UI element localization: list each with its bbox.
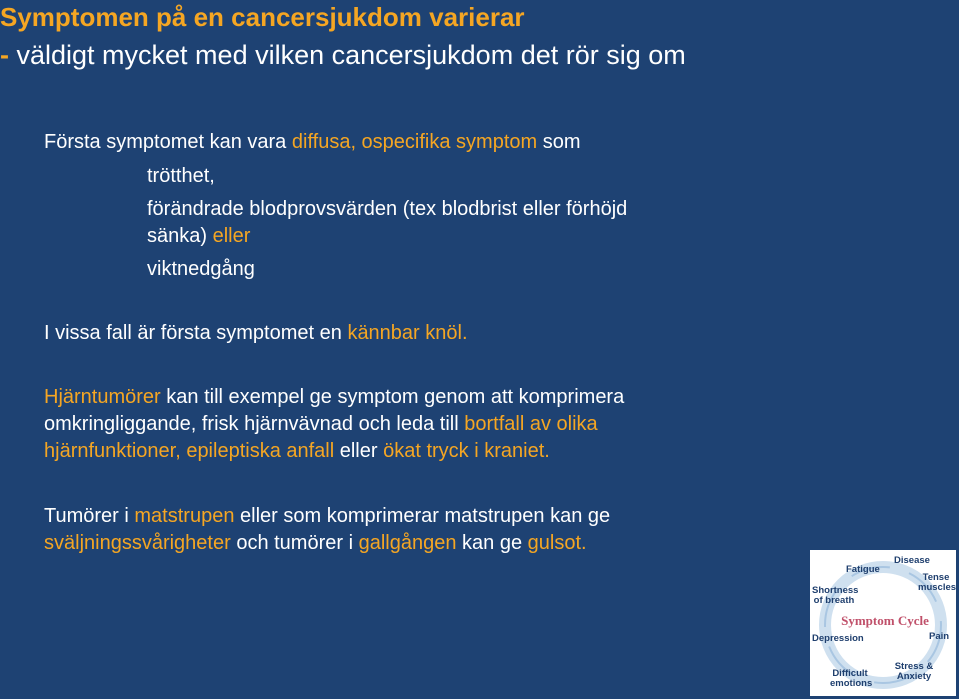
para1-intro-text: Första symptomet kan vara	[44, 131, 292, 153]
symptom-item-blood-text: sänka)	[147, 225, 213, 247]
para3-line3-highlight1: hjärnfunktioner, epileptiska anfall	[44, 440, 335, 462]
cycle-label-pain: Pain	[929, 631, 950, 642]
slide-subtitle	[0, 40, 686, 71]
para4-line1-text: Tumörer i	[44, 505, 135, 527]
para4-line2-text2: kan ge	[456, 532, 528, 554]
para3-line3-highlight2: ökat tryck i kraniet.	[383, 440, 550, 462]
cycle-label-shortness-of-breath: Shortness of breath	[812, 585, 859, 606]
symptom-cycle-diagram	[810, 550, 956, 696]
cycle-center-title: Symptom Cycle	[841, 613, 929, 628]
cycle-label-depression: Depression	[812, 633, 864, 644]
para3-line3-text: eller	[334, 440, 384, 462]
para3-line2	[44, 411, 598, 437]
cycle-label-tense-muscles: Tense muscles	[918, 572, 956, 593]
cycle-label-fatigue: Fatigue	[846, 564, 880, 575]
slide-title: Symptomen på en cancersjukdom varierar	[0, 2, 525, 32]
para1-intro	[44, 129, 581, 155]
para4-line1	[44, 503, 610, 529]
para3-line2-text: omkringliggande, frisk hjärnvävnad och leda till	[44, 413, 465, 435]
symptom-item-blood-line2	[147, 223, 250, 249]
para3-line1	[44, 384, 624, 410]
subtitle-text: väldigt mycket med vilken cancersjukdom det rör sig om	[9, 40, 686, 70]
para4-line2-text1: och tumörer i	[230, 532, 359, 554]
para1-intro-end: som	[537, 131, 581, 153]
cycle-label-difficult-emotions: Difficult emotions	[830, 668, 873, 689]
subtitle-dash: -	[0, 40, 9, 70]
para1-intro-highlight: diffusa, ospecifika symptom	[291, 131, 538, 153]
para2-highlight: kännbar knöl.	[347, 322, 468, 344]
para4-line2	[44, 530, 587, 556]
para4-line2-highlight2: gallgången	[358, 532, 457, 554]
para3-line2-highlight: bortfall av olika	[464, 413, 598, 435]
para3-line1-text: kan till exempel ge symptom genom att komprimera	[160, 386, 625, 408]
para4-line2-highlight3: gulsot.	[527, 532, 587, 554]
symptom-item-blood-highlight: eller	[212, 225, 251, 247]
para3-highlight-brain-tumors: Hjärntumörer	[44, 386, 161, 408]
cycle-label-disease: Disease	[894, 555, 930, 566]
symptom-item-fatigue: trötthet,	[147, 165, 215, 187]
para3-line3	[44, 438, 550, 464]
para2	[44, 320, 468, 346]
symptom-item-blood-line1: förändrade blodprovsvärden (tex blodbrist eller förhöjd	[147, 198, 628, 220]
para4-line2-highlight1: sväljningssvårigheter	[44, 532, 231, 554]
para4-line1-end: eller som komprimerar matstrupen kan ge	[234, 505, 611, 527]
para2-text: I vissa fall är första symptomet en	[44, 322, 348, 344]
para4-line1-highlight: matstrupen	[134, 505, 235, 527]
cycle-label-stress-anxiety: Stress & Anxiety	[894, 661, 934, 682]
symptom-item-weightloss: viktnedgång	[147, 258, 255, 280]
